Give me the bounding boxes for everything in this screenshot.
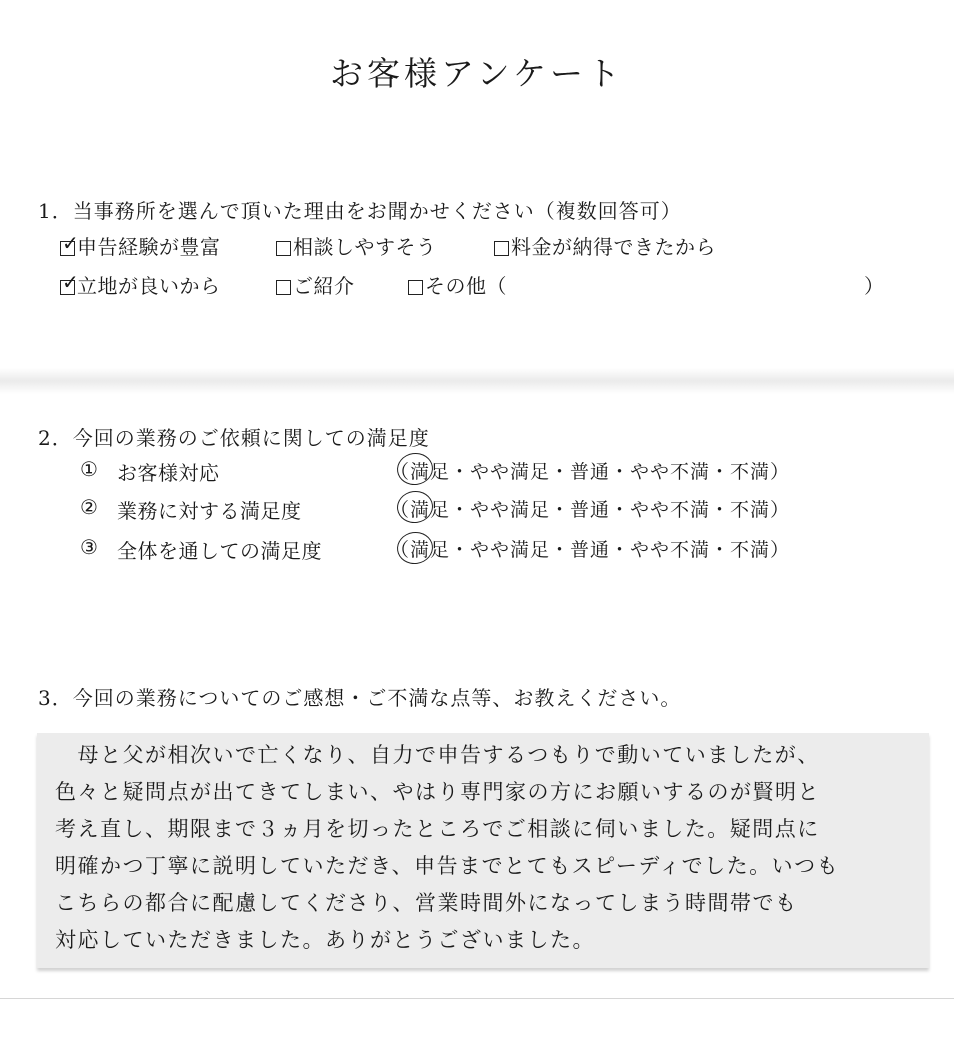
comment-line: 明確かつ丁寧に説明していただき、申告までとてもスピーディでした。いつも (55, 854, 840, 878)
q2-item-1-scale[interactable]: （満足・やや満足・普通・やや不満・不満） (390, 461, 791, 483)
option-fee-label: 料金が納得できたから (511, 235, 716, 259)
checkbox-other[interactable] (408, 280, 423, 295)
checkmark-icon: ✓ (62, 270, 80, 294)
q2-item-2-label: 業務に対する満足度 (117, 499, 302, 523)
checkbox-location[interactable] (60, 270, 80, 295)
option-fee[interactable] (494, 231, 716, 260)
option-other-label: その他（ (425, 274, 507, 298)
option-referral[interactable] (276, 270, 355, 299)
comment-line: 対応していただきました。ありがとうございました。 (55, 928, 595, 952)
checkbox-experience[interactable] (60, 231, 80, 256)
comment-line: こちらの都合に配慮してくださり、営業時間外になってしまう時間帯でも (55, 891, 798, 915)
q2-item-2-scale[interactable]: （満足・やや満足・普通・やや不満・不満） (390, 499, 791, 521)
scan-artifact (0, 368, 954, 394)
question-3-text: 3．今回の業務についてのご感想・ご不満な点等、お教えください。 (38, 686, 682, 710)
option-easy-consult[interactable] (276, 231, 437, 260)
q2-item-2-number: ② (80, 495, 99, 519)
q2-item-1-label: お客様対応 (117, 461, 220, 485)
option-easy-consult-label: 相談しやすそう (293, 235, 437, 259)
checkmark-icon: ✓ (62, 231, 80, 255)
q2-item-3-label: 全体を通しての満足度 (117, 539, 322, 563)
comment-line: 母と父が相次いで亡くなり、自力で申告するつもりで動いていましたが、 (55, 743, 820, 767)
comment-answer-box (37, 733, 929, 968)
bottom-divider (0, 998, 954, 999)
q2-item-3-scale[interactable]: （満足・やや満足・普通・やや不満・不満） (390, 539, 791, 561)
comment-line: 考え直し、期限まで３ヵ月を切ったところでご相談に伺いました。疑問点に (55, 817, 820, 841)
option-location[interactable] (60, 270, 221, 299)
question-2-text: 2．今回の業務のご依頼に関しての満足度 (38, 426, 430, 450)
option-location-label: 立地が良いから (77, 274, 221, 298)
comment-line: 色々と疑問点が出てきてしまい、やはり専門家の方にお願いするのが賢明と (55, 780, 820, 804)
checkbox-easy-consult[interactable] (276, 241, 291, 256)
option-other[interactable] (408, 270, 507, 299)
checkbox-fee[interactable] (494, 241, 509, 256)
q2-item-3-number: ③ (80, 535, 99, 559)
checkbox-referral[interactable] (276, 280, 291, 295)
option-experience[interactable] (60, 231, 221, 260)
q2-item-1-number: ① (80, 457, 99, 481)
question-1-text: 1．当事務所を選んで頂いた理由をお聞かせください（複数回答可） (38, 199, 682, 223)
option-experience-label: 申告経験が豊富 (77, 235, 221, 259)
survey-title: お客様アンケート (329, 54, 625, 93)
option-other-close: ） (864, 274, 885, 298)
option-referral-label: ご紹介 (293, 274, 355, 298)
